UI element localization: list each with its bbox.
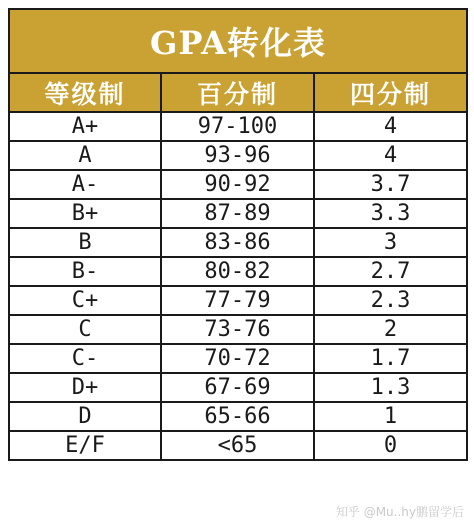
percentage-cell: 83-86 <box>161 228 314 257</box>
table-row <box>9 141 467 170</box>
percentage-cell: 77-79 <box>161 286 314 315</box>
four-point-cell: 3.3 <box>314 199 467 228</box>
table-row <box>9 431 467 460</box>
letter-grade-cell: E/F <box>9 431 161 460</box>
letter-grade-cell: D <box>9 402 161 431</box>
letter-grade-cell: A+ <box>9 112 161 141</box>
four-point-cell: 2.7 <box>314 257 467 286</box>
letter-grade-cell: C <box>9 315 161 344</box>
table-row <box>9 344 467 373</box>
four-point-cell: 2.3 <box>314 286 467 315</box>
table-row <box>9 373 467 402</box>
percentage-cell: 97-100 <box>161 112 314 141</box>
letter-grade-cell: B <box>9 228 161 257</box>
table-row <box>9 112 467 141</box>
four-point-cell: 4 <box>314 141 467 170</box>
four-point-cell: 4 <box>314 112 467 141</box>
table-title: GPA转化表 <box>9 9 467 73</box>
table-row <box>9 228 467 257</box>
table-row <box>9 257 467 286</box>
percentage-cell: 93-96 <box>161 141 314 170</box>
source-watermark: 知乎 @Mu..hy鹏留学后 <box>335 505 464 519</box>
letter-grade-cell: B+ <box>9 199 161 228</box>
letter-grade-cell: B- <box>9 257 161 286</box>
table-row <box>9 315 467 344</box>
percentage-cell: 80-82 <box>161 257 314 286</box>
letter-grade-cell: C- <box>9 344 161 373</box>
percentage-cell: 70-72 <box>161 344 314 373</box>
letter-grade-cell: C+ <box>9 286 161 315</box>
header-four-point: 四分制 <box>314 73 467 112</box>
four-point-cell: 1 <box>314 402 467 431</box>
four-point-cell: 0 <box>314 431 467 460</box>
percentage-cell: 67-69 <box>161 373 314 402</box>
title-row <box>9 9 467 73</box>
percentage-cell: 90-92 <box>161 170 314 199</box>
letter-grade-cell: A- <box>9 170 161 199</box>
table-row <box>9 170 467 199</box>
gpa-conversion-table <box>8 8 468 461</box>
gpa-table-container <box>8 8 466 461</box>
four-point-cell: 2 <box>314 315 467 344</box>
percentage-cell: 73-76 <box>161 315 314 344</box>
four-point-cell: 1.3 <box>314 373 467 402</box>
table-row <box>9 286 467 315</box>
letter-grade-cell: D+ <box>9 373 161 402</box>
percentage-cell: 87-89 <box>161 199 314 228</box>
table-row <box>9 199 467 228</box>
letter-grade-cell: A <box>9 141 161 170</box>
header-row <box>9 73 467 112</box>
percentage-cell: 65-66 <box>161 402 314 431</box>
four-point-cell: 1.7 <box>314 344 467 373</box>
four-point-cell: 3 <box>314 228 467 257</box>
table-row <box>9 402 467 431</box>
percentage-cell: <65 <box>161 431 314 460</box>
four-point-cell: 3.7 <box>314 170 467 199</box>
header-percentage: 百分制 <box>161 73 314 112</box>
header-letter-grade: 等级制 <box>9 73 161 112</box>
